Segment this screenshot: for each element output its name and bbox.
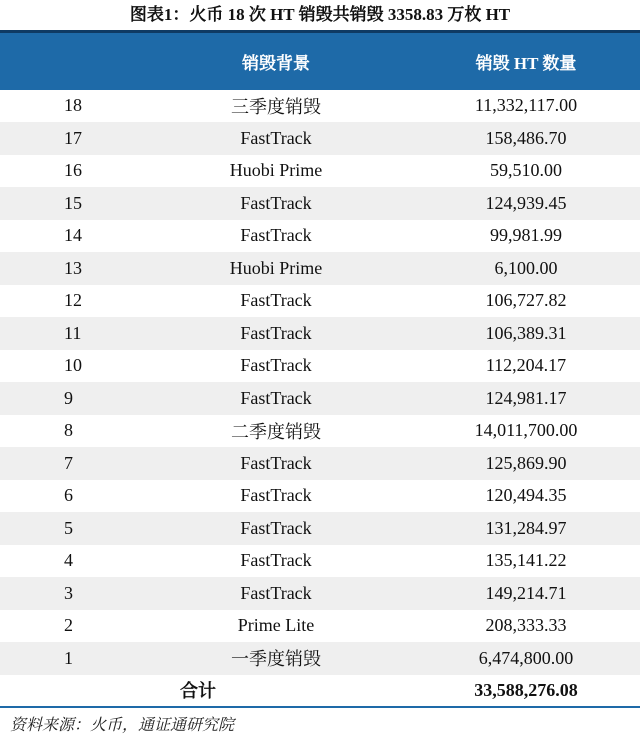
row-amount: 99,981.99 xyxy=(490,225,562,246)
row-amount: 6,474,800.00 xyxy=(478,647,574,668)
table-row xyxy=(0,382,640,415)
source-note: 资料来源：火币，通证通研究院 xyxy=(10,717,235,734)
row-index: 18 xyxy=(64,95,82,116)
row-index: 17 xyxy=(64,127,82,148)
table-row xyxy=(0,220,640,253)
row-index: 13 xyxy=(64,257,82,278)
row-index: 7 xyxy=(64,452,73,473)
row-background: 二季度销毁 xyxy=(231,421,321,442)
table-row xyxy=(0,610,640,643)
burn-table xyxy=(0,30,640,708)
table-row xyxy=(0,447,640,480)
row-amount: 158,486.70 xyxy=(485,127,567,148)
row-amount: 124,981.17 xyxy=(485,387,567,408)
table-row xyxy=(0,187,640,220)
row-amount: 106,727.82 xyxy=(485,290,567,311)
table-row xyxy=(0,317,640,350)
table-row xyxy=(0,350,640,383)
total-index-cell xyxy=(0,675,140,708)
row-amount: 124,939.45 xyxy=(485,192,567,213)
row-background: FastTrack xyxy=(240,192,312,213)
row-index: 1 xyxy=(64,647,73,668)
row-amount: 208,333.33 xyxy=(485,615,567,636)
row-background: FastTrack xyxy=(240,225,312,246)
table-row xyxy=(0,285,640,318)
row-amount: 59,510.00 xyxy=(490,160,562,181)
table-row xyxy=(0,480,640,513)
table-row xyxy=(0,252,640,285)
table-row xyxy=(0,545,640,578)
table-row xyxy=(0,577,640,610)
table-body xyxy=(0,90,640,708)
table-row xyxy=(0,122,640,155)
row-background: FastTrack xyxy=(240,355,312,376)
row-amount: 120,494.35 xyxy=(485,485,567,506)
row-background: FastTrack xyxy=(240,485,312,506)
row-index: 10 xyxy=(64,355,82,376)
row-amount: 6,100.00 xyxy=(494,257,558,278)
row-amount: 112,204.17 xyxy=(485,355,567,376)
row-background: FastTrack xyxy=(240,387,312,408)
row-background: FastTrack xyxy=(240,322,312,343)
header-amount: 销毁 HT 数量 xyxy=(412,32,640,90)
row-background: FastTrack xyxy=(240,127,312,148)
row-index: 3 xyxy=(64,582,73,603)
row-background: FastTrack xyxy=(240,290,312,311)
row-background: 一季度销毁 xyxy=(231,649,321,670)
table-row xyxy=(0,90,640,123)
row-index: 11 xyxy=(64,322,82,343)
total-amount: 33,588,276.08 xyxy=(412,675,640,708)
table-row xyxy=(0,155,640,188)
row-amount: 11,332,117.00 xyxy=(474,95,578,116)
row-index: 14 xyxy=(64,225,82,246)
total-label: 合计 xyxy=(140,675,412,708)
row-amount: 131,284.97 xyxy=(485,517,567,538)
row-index: 9 xyxy=(64,387,73,408)
row-background: 三季度销毁 xyxy=(231,96,321,117)
header-background: 销毁背景 xyxy=(140,32,412,90)
row-index: 5 xyxy=(64,517,73,538)
figure-title: 图表1：火币 18 次 HT 销毁共销毁 3358.83 万枚 HT xyxy=(129,5,511,24)
table-header-row xyxy=(0,32,640,90)
row-background: Huobi Prime xyxy=(229,257,323,278)
row-background: FastTrack xyxy=(240,582,312,603)
row-index: 12 xyxy=(64,290,82,311)
row-background: FastTrack xyxy=(240,517,312,538)
row-amount: 125,869.90 xyxy=(485,452,567,473)
table-row xyxy=(0,642,640,675)
row-index: 15 xyxy=(64,192,82,213)
row-amount: 14,011,700.00 xyxy=(474,420,578,441)
row-index: 4 xyxy=(64,550,73,571)
row-background: FastTrack xyxy=(240,550,312,571)
row-amount: 106,389.31 xyxy=(485,322,567,343)
row-amount: 135,141.22 xyxy=(485,550,567,571)
table-row xyxy=(0,512,640,545)
row-amount: 149,214.71 xyxy=(485,582,567,603)
table-row xyxy=(0,415,640,448)
row-background: Huobi Prime xyxy=(229,160,323,181)
header-index xyxy=(0,32,140,90)
row-index: 16 xyxy=(64,160,82,181)
total-row xyxy=(0,675,640,708)
row-index: 6 xyxy=(64,485,73,506)
row-index: 8 xyxy=(64,420,73,441)
row-background: FastTrack xyxy=(240,452,312,473)
row-background: Prime Lite xyxy=(237,615,315,636)
row-index: 2 xyxy=(64,615,73,636)
